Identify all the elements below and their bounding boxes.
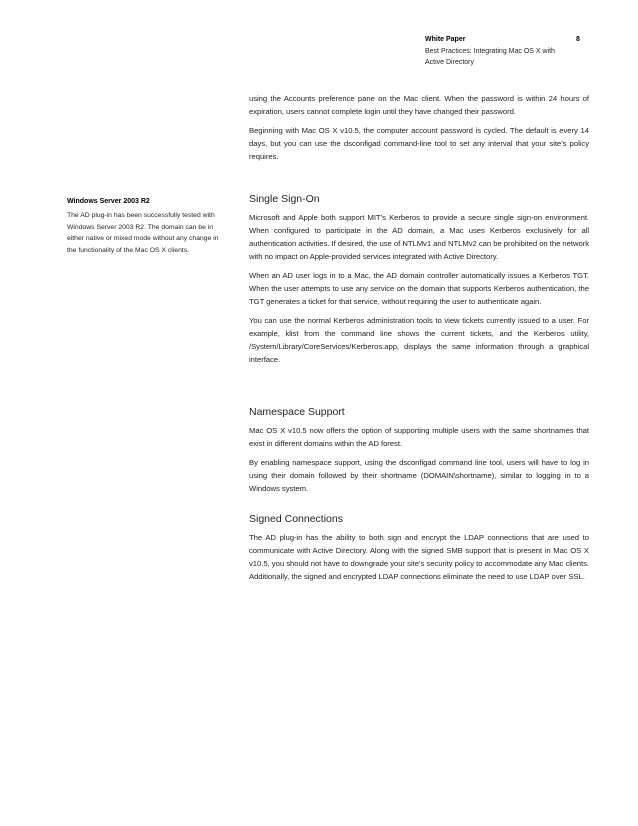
page-number: 8	[576, 36, 580, 43]
intro-paragraph-2: Beginning with Mac OS X v10.5, the computer account password is cycled. The default is every 14 days, but you can use the dsconfigad command-line tool to set any interval that your site’s policy requires.	[249, 126, 589, 161]
section-namespace-support	[249, 405, 589, 501]
section-heading: Namespace Support	[249, 406, 345, 418]
section-paragraph: You can use the normal Kerberos administration tools to view tickets currently issued to a user. For example, klist from the command line shows the current tickets, and the Kerberos utility, /System/Library/CoreServices/Kerberos.app, displays the same information through a graphical interface.	[249, 316, 589, 364]
section-paragraph: The AD plug-in has the ability to both sign and encrypt the LDAP connections that are used to communicate with Active Directory. Along with the signed SMB support that is present in Mac OS X v10.5, you should not have to downgrade your site’s security policy to accommodate any Mac clients. Additionally, the signed and encrypted LDAP connections eliminate the need to use LDAP over SSL.	[249, 533, 589, 581]
section-paragraph: Microsoft and Apple both support MIT’s Kerberos to provide a secure single sign-on environment. When configured to participate in the AD domain, a Mac uses Kerberos exclusively for all authentication activities. If desired, the use of NTLMv1 and NTLMv2 can be prohibited on the network with no impact on Apple-provided services integrated with Active Directory.	[249, 213, 589, 261]
section-single-sign-on	[249, 192, 589, 372]
section-paragraph: By enabling namespace support, using the dsconfigad command line tool, users will have to log in using their domain followed by their shortname (DOMAIN\shortname), similar to logging in to a Windows system.	[249, 458, 589, 493]
section-paragraph: When an AD user logs in to a Mac, the AD domain controller automatically issues a Kerberos TGT. When the user attempts to use any service on the domain that supports Kerberos authentication, the TGT generates a ticket for that service, without requiring the user to authenticate again.	[249, 271, 589, 306]
header-label: White Paper	[425, 36, 466, 43]
intro-block	[249, 92, 589, 169]
section-heading: Signed Connections	[249, 513, 343, 525]
sidebar-title: Windows Server 2003 R2	[67, 198, 150, 205]
section-heading: Single Sign-On	[249, 193, 320, 205]
section-signed-connections	[249, 512, 589, 589]
section-paragraph: Mac OS X v10.5 now offers the option of supporting multiple users with the same shortnames that exist in different domains within the AD forest.	[249, 426, 589, 448]
header-subtitle: Best Practices: Integrating Mac OS X with Active Directory	[425, 48, 555, 66]
sidebar-note	[67, 196, 227, 256]
intro-paragraph-1: using the Accounts preference pane on the Mac client. When the password is within 24 hours of expiration, users cannot complete login until they have changed their password.	[249, 94, 589, 116]
sidebar-text: The AD plug-in has been successfully tested with Windows Server 2003 R2. The domain can be in either native or mixed mode without any change in the functionality of the Mac OS X clients.	[67, 212, 219, 254]
